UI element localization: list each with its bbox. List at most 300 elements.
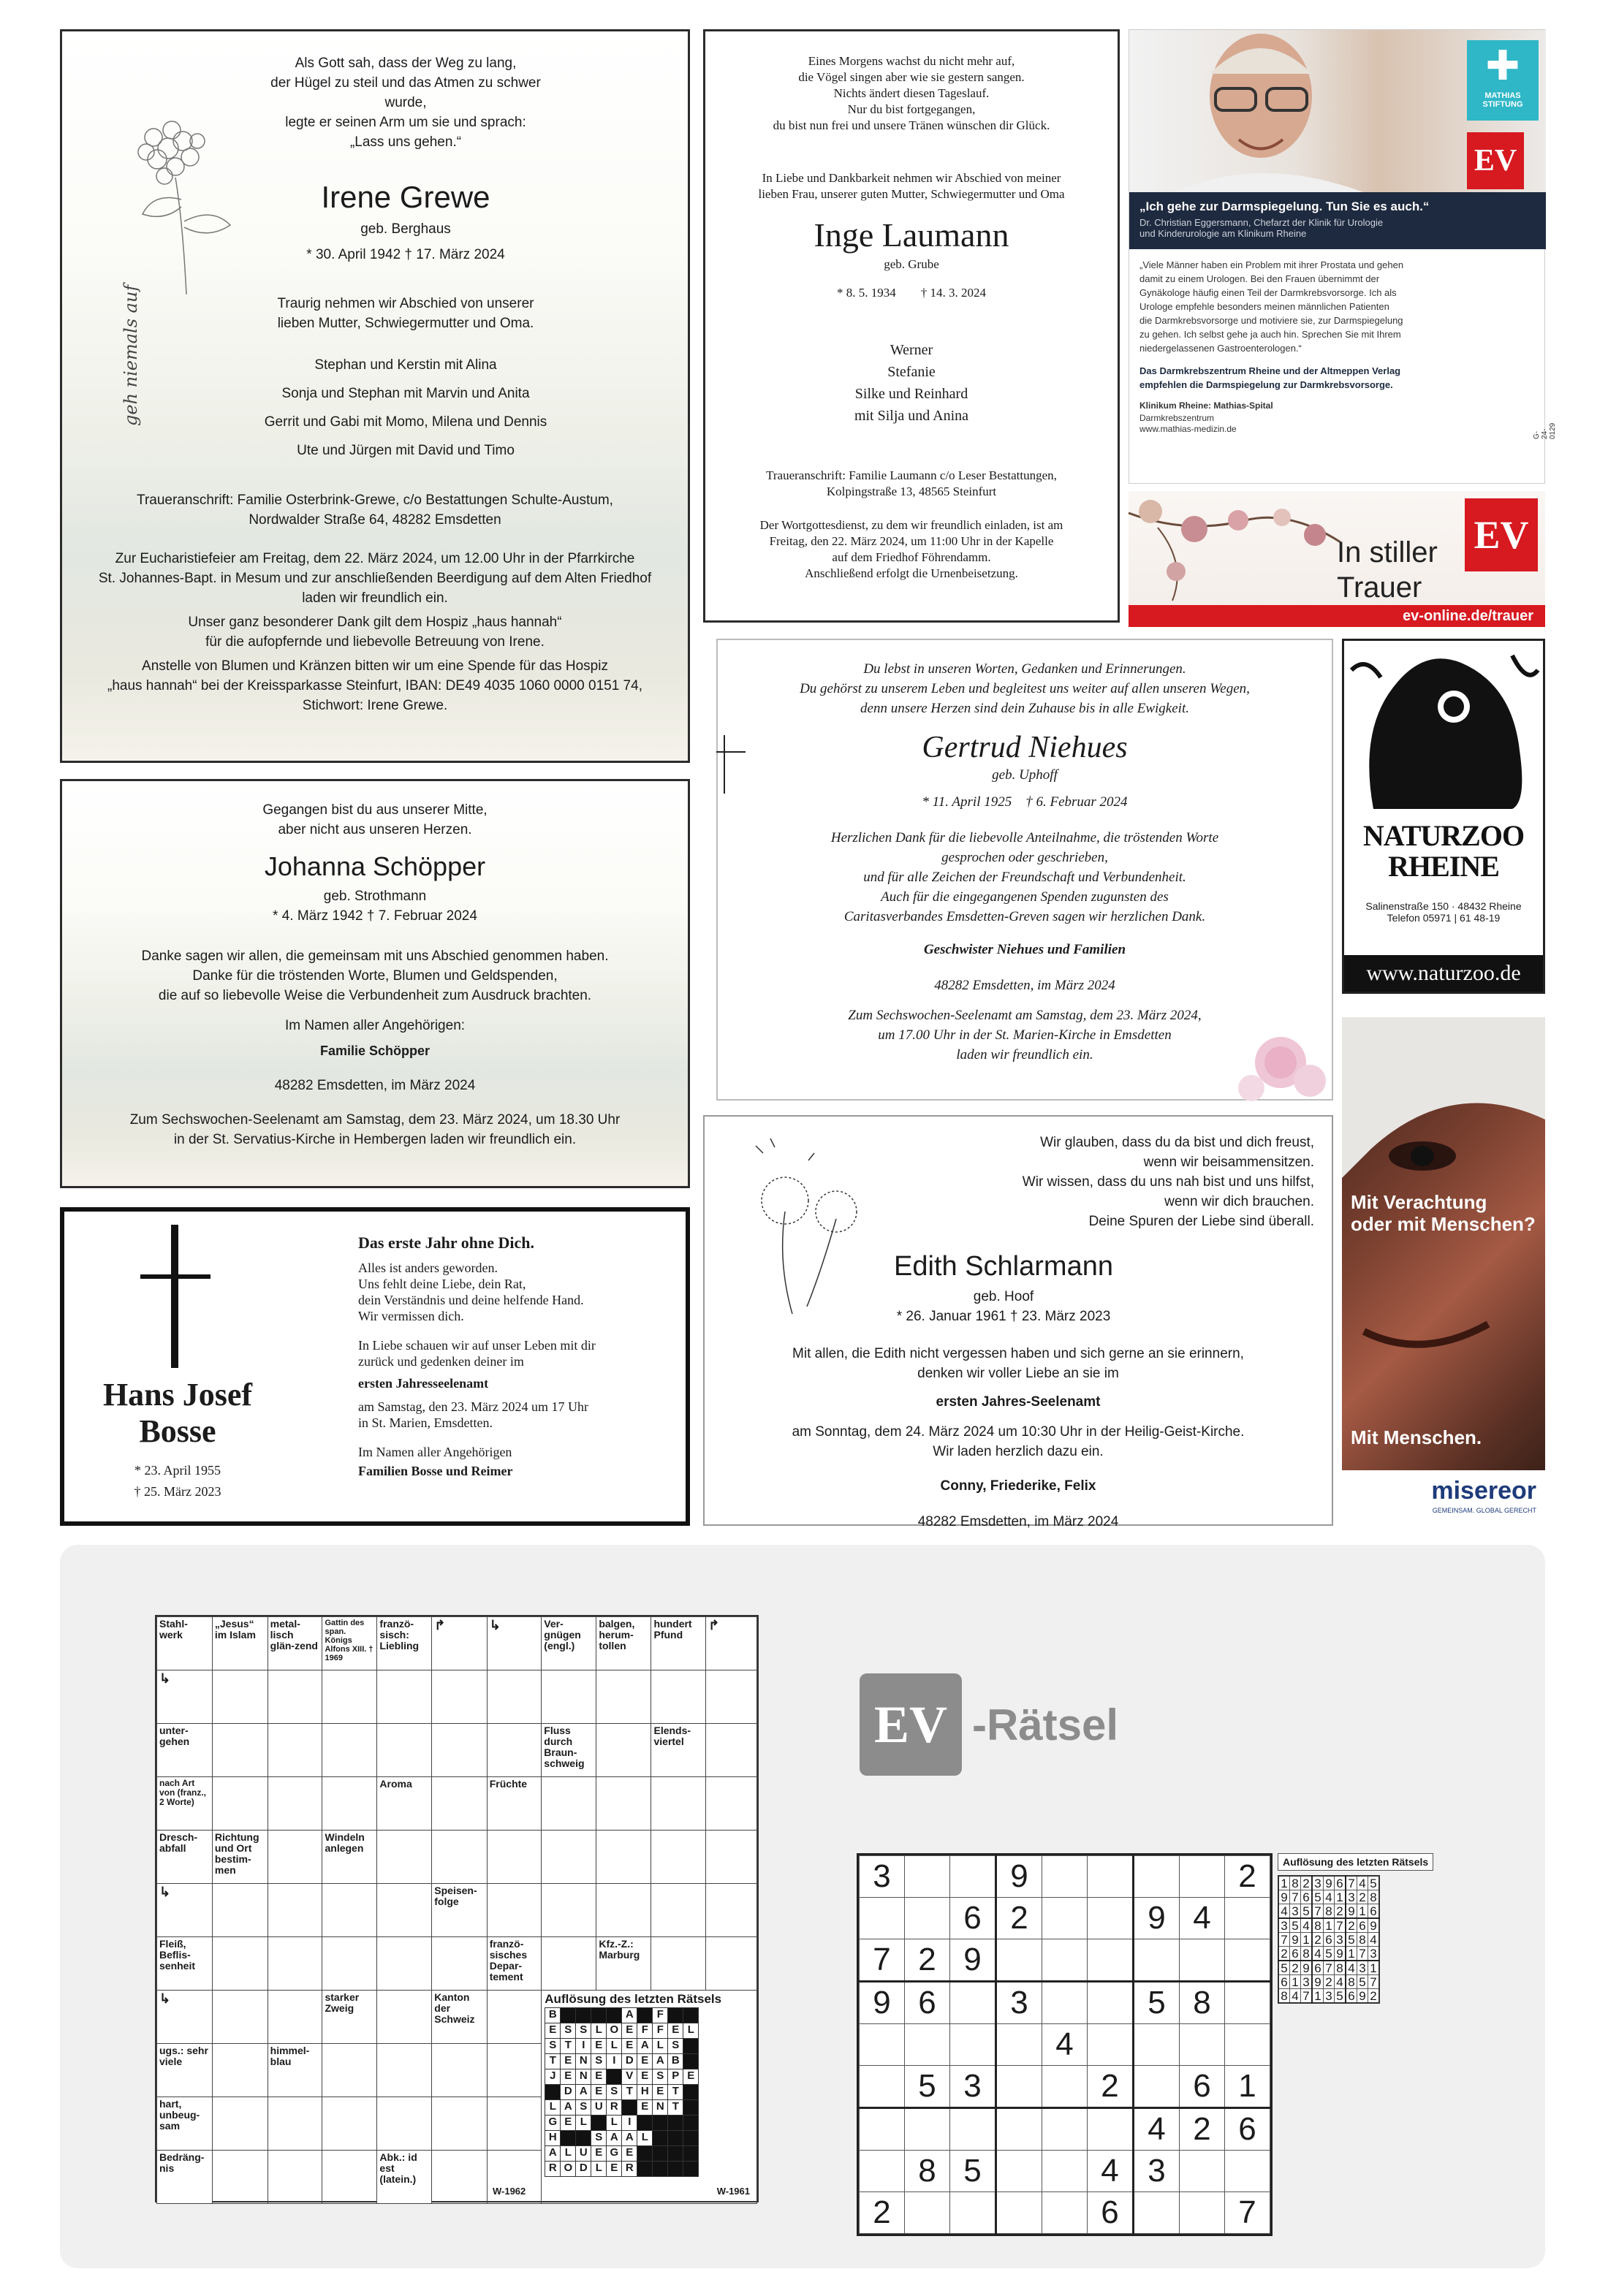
cell[interactable]: [651, 1777, 706, 1831]
sudoku-cell[interactable]: [905, 2192, 950, 2234]
sudoku-cell[interactable]: [860, 2108, 905, 2151]
cell[interactable]: [706, 1937, 757, 1991]
cell[interactable]: [542, 1777, 596, 1831]
cell[interactable]: [212, 1724, 268, 1777]
poem-line: legte er seinen Arm um sie und sprach:: [285, 115, 526, 130]
sudoku-cell[interactable]: [1088, 1898, 1134, 1939]
cell[interactable]: [212, 1937, 268, 1991]
cell[interactable]: [487, 1991, 542, 2044]
zoo-name-line: NATURZOO: [1362, 819, 1525, 852]
cell[interactable]: [377, 1831, 432, 1884]
cell[interactable]: [377, 1884, 432, 1937]
sudoku-cell[interactable]: [1225, 1982, 1270, 2024]
poem-line: „Lass uns gehen.“: [349, 134, 462, 150]
cell[interactable]: [432, 1937, 487, 1991]
solution-cell: 1: [1357, 1904, 1368, 1919]
sudoku-cell[interactable]: [1088, 2108, 1134, 2151]
cell[interactable]: [212, 1670, 268, 1724]
sudoku-cell[interactable]: [1134, 1939, 1180, 1982]
cell[interactable]: [651, 1937, 706, 1991]
arrow-icon: ↳: [489, 1618, 501, 1632]
sudoku-cell[interactable]: 7: [860, 1939, 905, 1982]
sudoku-cell[interactable]: [1225, 1939, 1270, 1982]
sudoku-cell[interactable]: [1042, 1982, 1088, 2024]
sudoku-cell[interactable]: 6: [950, 1898, 996, 1939]
cell[interactable]: [268, 1777, 322, 1831]
crossword-code: W-1962: [493, 2186, 526, 2197]
solution-letter: [637, 2008, 653, 2023]
solution-letter: V: [622, 2069, 637, 2085]
sudoku-cell[interactable]: [1042, 1939, 1088, 1982]
solution-cell: 4: [1346, 1961, 1357, 1975]
cell[interactable]: [268, 1884, 322, 1937]
solution-cell: 5: [1312, 1890, 1324, 1904]
sudoku-cell[interactable]: [950, 2192, 996, 2234]
cell[interactable]: [432, 2151, 487, 2204]
clue: Ver-gnügen (engl.): [542, 1617, 596, 1670]
cell[interactable]: [706, 1670, 757, 1724]
sudoku-cell[interactable]: 2: [1088, 2066, 1134, 2108]
solution-cell: 6: [1368, 1904, 1380, 1919]
cell[interactable]: [268, 2097, 322, 2151]
solution-letter: A: [545, 2146, 561, 2162]
sudoku-cell[interactable]: [1180, 1856, 1225, 1898]
sudoku-cell[interactable]: [996, 1939, 1042, 1982]
thanks-line: gesprochen oder geschrieben,: [941, 850, 1108, 865]
ev-logo: EV: [1467, 132, 1524, 189]
solution-cell: 3: [1301, 1975, 1313, 1989]
solution-cell: 2: [1346, 1918, 1357, 1933]
solution-letter: L: [545, 2100, 561, 2116]
cell[interactable]: [432, 1724, 487, 1777]
solution-grid: [545, 2007, 699, 2177]
solution-letter: L: [607, 2039, 622, 2054]
life-dates: * 26. Januar 1961 † 23. März 2023: [896, 1309, 1111, 1324]
sudoku-cell[interactable]: [1180, 1939, 1225, 1982]
service-line: laden wir freundlich ein.: [302, 590, 448, 606]
solution-cell: 3: [1346, 1890, 1357, 1904]
solution-cell: 6: [1301, 1890, 1313, 1904]
sudoku-cell[interactable]: 6: [905, 1982, 950, 2024]
cell[interactable]: [542, 1670, 596, 1724]
sudoku-cell[interactable]: [996, 2192, 1042, 2234]
sudoku-cell[interactable]: [1225, 2151, 1270, 2192]
sudoku-cell[interactable]: 3: [860, 1856, 905, 1898]
sudoku-cell[interactable]: [1088, 2024, 1134, 2066]
solution-cell: 9: [1324, 1876, 1335, 1890]
solution-letter: N: [576, 2069, 591, 2085]
donation-line: Stichwort: Irene Grewe.: [302, 698, 448, 713]
cell[interactable]: [377, 1724, 432, 1777]
intro-line: denken wir voller Liebe an sie im: [917, 1366, 1119, 1381]
solution-letter: [668, 2008, 683, 2023]
sudoku-cell[interactable]: [860, 2151, 905, 2192]
cell[interactable]: [432, 1777, 487, 1831]
solution-cell: 2: [1335, 1904, 1346, 1919]
cell[interactable]: [487, 1724, 542, 1777]
cell[interactable]: [432, 2044, 487, 2097]
sudoku-cell[interactable]: 5: [905, 2066, 950, 2108]
solution-letter: L: [591, 2162, 607, 2177]
sudoku-cell[interactable]: [1225, 2024, 1270, 2066]
sudoku-cell[interactable]: [996, 2151, 1042, 2192]
sudoku-cell[interactable]: 6: [1088, 2192, 1134, 2234]
cell[interactable]: [596, 1724, 651, 1777]
sudoku-cell[interactable]: 1: [1225, 2066, 1270, 2108]
cell[interactable]: [706, 1831, 757, 1884]
solution-cell: 3: [1312, 1876, 1324, 1890]
sudoku-cell[interactable]: 4: [1042, 2024, 1088, 2066]
solution-letter: A: [561, 2100, 576, 2116]
cell[interactable]: [322, 1884, 377, 1937]
clue: Dresch-abfall: [157, 1831, 213, 1884]
cell[interactable]: [651, 1831, 706, 1884]
sudoku-cell[interactable]: [1180, 2192, 1225, 2234]
solution-letter: [545, 2085, 561, 2100]
solution-cell: 5: [1357, 1975, 1368, 1989]
service-line: Zum Sechswochen-Seelenamt am Samstag, dem 23. März 2024,: [848, 1008, 1202, 1023]
cell[interactable]: [157, 1884, 213, 1937]
solution-cell: 1: [1346, 1947, 1357, 1961]
cell[interactable]: [651, 1670, 706, 1724]
sudoku-cell[interactable]: 2: [1225, 1856, 1270, 1898]
cell[interactable]: [212, 2151, 268, 2204]
clinic-name: Klinikum Rheine: Mathias-Spital: [1139, 400, 1273, 411]
sudoku-cell[interactable]: [950, 2024, 996, 2066]
solution-letter: [576, 2008, 591, 2023]
sudoku-cell[interactable]: [1042, 1898, 1088, 1939]
ad-code: G-24-0129: [1533, 422, 1557, 439]
sudoku-cell[interactable]: [860, 1898, 905, 1939]
crossword-grid: [156, 1616, 757, 2204]
solution-cell: 6: [1324, 1933, 1335, 1947]
thanks-line: Caritasverbandes Emsdetten-Greven sagen wir herzlichen Dank.: [843, 909, 1206, 924]
sudoku-cell[interactable]: [1088, 1982, 1134, 2024]
solution-letter: E: [591, 2039, 607, 2054]
cell[interactable]: [268, 2151, 322, 2204]
cell[interactable]: [542, 1937, 596, 1991]
poem-line: Als Gott sah, dass der Weg zu lang,: [295, 56, 517, 71]
cell[interactable]: [487, 1617, 542, 1670]
zoo-name-line: RHEINE: [1388, 850, 1499, 883]
arrow-icon: ↱: [708, 1618, 720, 1632]
solution-letter: S: [653, 2069, 668, 2085]
address-line: Kolpingstraße 13, 48565 Steinfurt: [826, 484, 997, 498]
cell[interactable]: [487, 2097, 542, 2151]
trauer-url[interactable]: ev-online.de/trauer: [1129, 605, 1545, 627]
cell[interactable]: [157, 1991, 213, 2044]
cell[interactable]: [542, 1884, 596, 1937]
solution-letter: [576, 2131, 591, 2146]
sudoku-cell[interactable]: [905, 1856, 950, 1898]
solution-letter: L: [683, 2023, 699, 2039]
cell[interactable]: [268, 1831, 322, 1884]
solution-cell: 2: [1290, 1961, 1301, 1975]
solution-letter: T: [668, 2100, 683, 2116]
solution-letter: [668, 2131, 683, 2146]
solution-letter: O: [607, 2023, 622, 2039]
cell[interactable]: [487, 1670, 542, 1724]
cell[interactable]: [268, 1670, 322, 1724]
service-line: auf dem Friedhof Föhrendamm.: [832, 550, 991, 564]
cell[interactable]: [596, 1884, 651, 1937]
sudoku-cell[interactable]: 2: [996, 1898, 1042, 1939]
cell[interactable]: [432, 1617, 487, 1670]
sudoku-cell[interactable]: [996, 2066, 1042, 2108]
clue: „Jesus“ im Islam: [212, 1617, 268, 1670]
solution-letter: P: [668, 2069, 683, 2085]
cell[interactable]: [212, 1991, 268, 2044]
solution-cell: 9: [1335, 1947, 1346, 1961]
cell[interactable]: [596, 1670, 651, 1724]
solution-letter: E: [637, 2054, 653, 2069]
sudoku-cell[interactable]: [1042, 2151, 1088, 2192]
cross-icon: ✚: [1485, 42, 1520, 88]
thanks-line: Danke für die tröstenden Worte, Blumen und Geldspenden,: [192, 968, 558, 984]
solution-cell: 8: [1368, 1890, 1380, 1904]
solution-letter: H: [545, 2131, 561, 2146]
poem-line: Wir wissen, dass du uns nah bist und uns hilfst,: [1022, 1174, 1314, 1190]
clue: Bedräng-nis: [157, 2151, 213, 2204]
body-line: niedergelassenen Gastroenterologen.“: [1139, 343, 1302, 354]
sudoku-cell[interactable]: 3: [996, 1982, 1042, 2024]
cell[interactable]: [542, 1831, 596, 1884]
solution-letter: [683, 2008, 699, 2023]
solution-cell: 2: [1368, 1989, 1380, 2004]
birth-name: geb. Grube: [884, 257, 939, 271]
recommend-line: empfehlen die Darmspiegelung zur Darmkrebsvorsorge.: [1139, 379, 1393, 390]
cell[interactable]: [596, 1831, 651, 1884]
clue: Aroma: [377, 1777, 432, 1831]
intro-line: Mit allen, die Edith nicht vergessen haben und sich gerne an sie erinnern,: [792, 1346, 1244, 1361]
clue: hundert Pfund: [651, 1617, 706, 1670]
body-line: Gynäkologe häufig einen Teil der Darmkrebsvorsorge. Ich als: [1139, 287, 1397, 298]
clue: Kfz.-Z.: Marburg: [596, 1937, 651, 1991]
solution-cell: 4: [1368, 1933, 1380, 1947]
solution-letter: [637, 2162, 653, 2177]
service-line: um 17.00 Uhr in der St. Marien-Kirche in Emsdetten: [878, 1027, 1172, 1043]
sudoku-cell[interactable]: [1134, 2024, 1180, 2066]
poem-line: Deine Spuren der Liebe sind überall.: [1088, 1214, 1314, 1229]
clue: Stahl-werk: [157, 1617, 213, 1670]
solution-cell: 3: [1357, 1961, 1368, 1975]
sudoku-cell[interactable]: [1042, 2108, 1088, 2151]
sudoku-cell[interactable]: 4: [1088, 2151, 1134, 2192]
sudoku-cell[interactable]: 6: [1225, 2108, 1270, 2151]
solution-cell: 3: [1368, 1947, 1380, 1961]
cell[interactable]: [268, 1991, 322, 2044]
sudoku-cell[interactable]: 8: [905, 2151, 950, 2192]
clue: himmel-blau: [268, 2044, 322, 2097]
sudoku-cell[interactable]: [860, 2024, 905, 2066]
birth-name: geb. Berghaus: [360, 221, 451, 237]
cell[interactable]: [487, 1884, 542, 1937]
cell[interactable]: [268, 1937, 322, 1991]
ad-in-stiller-trauer: [1129, 491, 1545, 627]
sudoku-cell[interactable]: [905, 1898, 950, 1939]
cell[interactable]: [322, 1777, 377, 1831]
solution-letter: O: [561, 2162, 576, 2177]
solution-letter: [668, 2116, 683, 2131]
cell[interactable]: [322, 2151, 377, 2204]
sudoku-cell[interactable]: 2: [905, 1939, 950, 1982]
solution-cell: 9: [1278, 1890, 1290, 1904]
intro-line: Traurig nehmen wir Abschied von unserer: [277, 296, 534, 311]
solution-cell: 6: [1312, 1961, 1324, 1975]
sudoku-cell[interactable]: [1042, 2192, 1088, 2234]
cell[interactable]: [212, 1777, 268, 1831]
cell[interactable]: [212, 2097, 268, 2151]
cell[interactable]: [651, 1884, 706, 1937]
cell[interactable]: [322, 1670, 377, 1724]
poem-line: Du gehörst zu unserem Leben und begleitest uns weiter auf allen unseren Wegen,: [800, 681, 1250, 696]
solution-cell: 6: [1290, 1947, 1301, 1961]
sudoku-cell[interactable]: 9: [1134, 1898, 1180, 1939]
cell[interactable]: [432, 1831, 487, 1884]
family-line: Stephan und Kerstin mit Alina: [314, 357, 497, 373]
sudoku-cell[interactable]: [996, 2108, 1042, 2151]
sudoku-cell[interactable]: 7: [1225, 2192, 1270, 2234]
cell[interactable]: [268, 1724, 322, 1777]
cell[interactable]: [487, 1831, 542, 1884]
solution-letter: [653, 2146, 668, 2162]
deceased-name: Hans Josef: [102, 1377, 253, 1413]
cell[interactable]: [212, 1884, 268, 1937]
place-date: 48282 Emsdetten, im März 2024: [274, 1078, 476, 1093]
solution-cell: 5: [1290, 1918, 1301, 1933]
cell[interactable]: [377, 1937, 432, 1991]
intro-line: In Liebe schauen wir auf unser Leben mit dir: [358, 1338, 596, 1353]
cell[interactable]: [706, 1884, 757, 1937]
family-name: Conny, Friederike, Felix: [940, 1478, 1096, 1494]
sudoku-cell[interactable]: 9: [996, 1856, 1042, 1898]
sudoku-cell[interactable]: 2: [1180, 2108, 1225, 2151]
sudoku-cell[interactable]: [950, 2108, 996, 2151]
sudoku-cell[interactable]: [1180, 2024, 1225, 2066]
sudoku-cell[interactable]: [950, 1982, 996, 2024]
sudoku-cell[interactable]: 8: [1180, 1982, 1225, 2024]
cell[interactable]: [322, 2044, 377, 2097]
service-line: Der Wortgottesdienst, zu dem wir freundlich einladen, ist am: [759, 518, 1063, 532]
sudoku-cell[interactable]: 5: [950, 2151, 996, 2192]
sudoku-cell[interactable]: [905, 2108, 950, 2151]
solution-letter: [653, 2131, 668, 2146]
sudoku-cell[interactable]: [1088, 1939, 1134, 1982]
solution-letter: [683, 2116, 699, 2131]
cell[interactable]: [377, 1991, 432, 2044]
solution-letter: [653, 2162, 668, 2177]
solution-letter: [683, 2100, 699, 2116]
crossword-solution: [542, 1991, 757, 2204]
cell[interactable]: [212, 2044, 268, 2097]
cell[interactable]: [377, 2044, 432, 2097]
cell[interactable]: [322, 1724, 377, 1777]
cell[interactable]: [322, 2097, 377, 2151]
cell[interactable]: [706, 1777, 757, 1831]
cell[interactable]: [432, 1670, 487, 1724]
solution-letter: E: [561, 2069, 576, 2085]
zoo-url[interactable]: www.naturzoo.de: [1344, 955, 1543, 992]
solution-cell: 3: [1278, 1918, 1290, 1933]
sudoku-cell[interactable]: 9: [860, 1982, 905, 2024]
mass-name: ersten Jahres-Seelenamt: [936, 1394, 1101, 1410]
cell[interactable]: [377, 2097, 432, 2151]
solution-cell: 4: [1301, 1918, 1313, 1933]
clue: Früchte: [487, 1777, 542, 1831]
cell[interactable]: [706, 1617, 757, 1670]
cell[interactable]: [706, 1724, 757, 1777]
solution-letter: [683, 2054, 699, 2069]
solution-letter: S: [576, 2023, 591, 2039]
sudoku-cell[interactable]: [950, 1856, 996, 1898]
service-line: am Samstag, den 23. März 2024 um 17 Uhr: [358, 1399, 588, 1414]
sudoku-cell[interactable]: 5: [1134, 1982, 1180, 2024]
poem-line: Uns fehlt deine Liebe, dein Rat,: [358, 1277, 526, 1291]
cell[interactable]: [157, 1670, 213, 1724]
cell[interactable]: [487, 2044, 542, 2097]
sudoku-cell[interactable]: 9: [950, 1939, 996, 1982]
sudoku-cell[interactable]: 4: [1180, 1898, 1225, 1939]
sudoku-cell[interactable]: 4: [1134, 2108, 1180, 2151]
solution-cell: 3: [1290, 1904, 1301, 1919]
headline-line: In stiller: [1337, 536, 1438, 569]
cell[interactable]: [432, 2097, 487, 2151]
poem-line: Wir glauben, dass du da bist und dich freust,: [1040, 1135, 1314, 1150]
sudoku-cell[interactable]: [1042, 2066, 1088, 2108]
sudoku-cell[interactable]: [996, 2024, 1042, 2066]
solution-letter: E: [622, 2023, 637, 2039]
stiftung-logo: [1467, 40, 1539, 121]
poem-line: wenn wir dich brauchen.: [1164, 1194, 1314, 1209]
cell[interactable]: [377, 1670, 432, 1724]
cell[interactable]: [596, 1777, 651, 1831]
solution-letter: [683, 2039, 699, 2054]
sudoku-cell[interactable]: 6: [1180, 2066, 1225, 2108]
solution-letter: E: [637, 2069, 653, 2085]
sudoku-cell[interactable]: 2: [860, 2192, 905, 2234]
sudoku-cell[interactable]: [860, 2066, 905, 2108]
ev-logo-gray: EV: [860, 1673, 962, 1776]
solution-letter: T: [668, 2085, 683, 2100]
sudoku-cell[interactable]: 3: [950, 2066, 996, 2108]
solution-letter: B: [668, 2054, 683, 2069]
sudoku-cell[interactable]: [1134, 1856, 1180, 1898]
clue: hart, unbeug-sam: [157, 2097, 213, 2151]
solution-letter: [591, 2008, 607, 2023]
solution-letter: [637, 2116, 653, 2131]
donation-line: „haus hannah“ bei der Kreissparkasse Steinfurt, IBAN: DE49 4035 1060 0000 0151 74,: [107, 678, 642, 693]
sudoku-cell[interactable]: [1134, 2192, 1180, 2234]
cell[interactable]: [322, 1937, 377, 1991]
sudoku-cell[interactable]: [905, 2024, 950, 2066]
solution-letter: G: [607, 2146, 622, 2162]
solution-cell: 5: [1368, 1876, 1380, 1890]
sudoku-cell[interactable]: [1042, 1856, 1088, 1898]
sudoku-cell[interactable]: [1088, 1856, 1134, 1898]
sudoku-cell[interactable]: 3: [1134, 2151, 1180, 2192]
clue: ugs.: sehr viele: [157, 2044, 213, 2097]
poem-line: wenn wir beisammensitzen.: [1143, 1155, 1314, 1170]
solution-cell: 1: [1368, 1961, 1380, 1975]
sudoku-cell[interactable]: [1225, 1898, 1270, 1939]
solution-code: W-1961: [716, 2186, 750, 2197]
sudoku-cell[interactable]: [1134, 2066, 1180, 2108]
sudoku-cell[interactable]: [1180, 2151, 1225, 2192]
family-name: Familie Schöpper: [319, 1044, 431, 1058]
solution-letter: I: [622, 2116, 637, 2131]
clue: starker Zweig: [322, 1991, 377, 2044]
solution-letter: L: [576, 2116, 591, 2131]
